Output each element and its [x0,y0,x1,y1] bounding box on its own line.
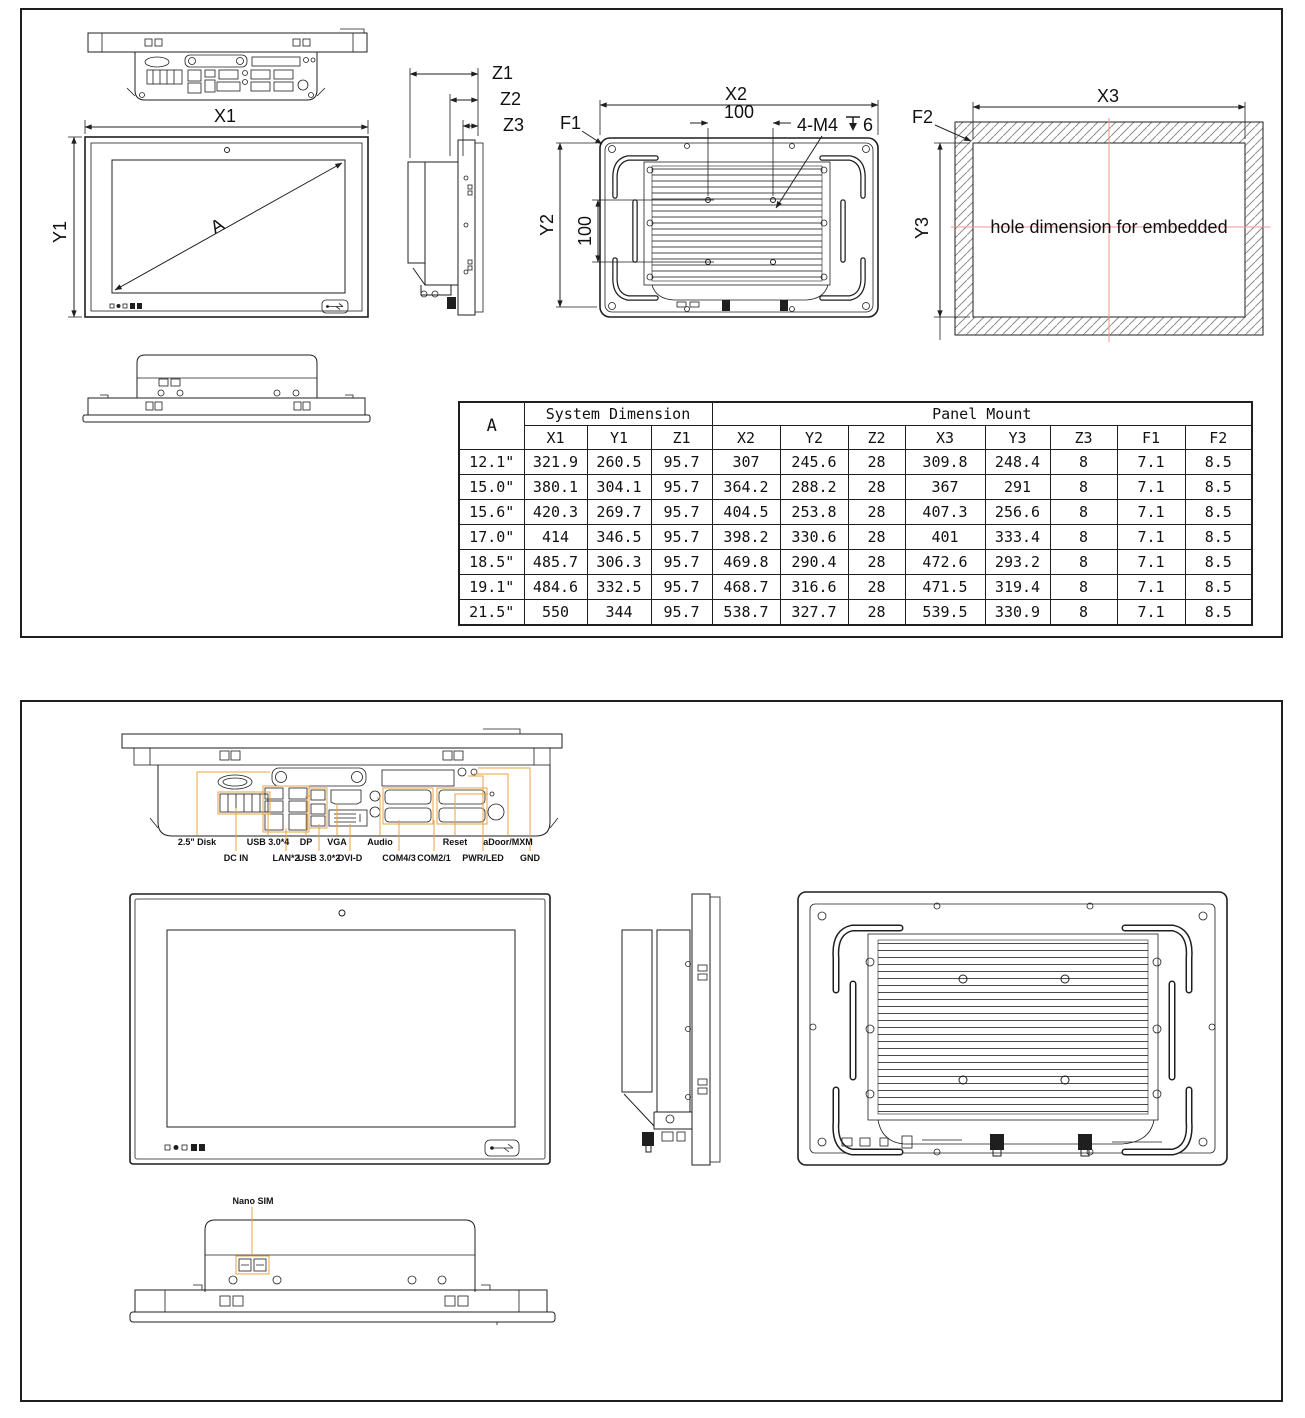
value-cell: 420.3 [524,500,587,525]
column-header: Z2 [848,426,905,450]
value-cell: 346.5 [587,525,651,550]
value-cell: 407.3 [905,500,985,525]
value-cell: 8 [1050,525,1117,550]
value-cell: 95.7 [651,575,712,600]
value-cell: 28 [848,475,905,500]
dim-label-100h: 100 [723,102,755,122]
value-cell: 330.6 [780,525,848,550]
value-cell: 28 [848,600,905,626]
value-cell: 332.5 [587,575,651,600]
column-header: X3 [905,426,985,450]
column-header: F2 [1185,426,1252,450]
camera-dot [339,910,345,916]
size-cell: 12.1" [459,450,524,475]
value-cell: 8 [1050,550,1117,575]
dim-label-y2: Y2 [537,213,557,237]
value-cell: 256.6 [985,500,1050,525]
dim-label-y3: Y3 [912,216,932,240]
size-cell: 17.0" [459,525,524,550]
value-cell: 306.3 [587,550,651,575]
table-group-header-row [459,402,1252,426]
value-cell: 8.5 [1185,500,1252,525]
dim-label-z3: Z3 [503,115,525,135]
value-cell: 321.9 [524,450,587,475]
dp-usb-block [311,790,325,826]
value-cell: 293.2 [985,550,1050,575]
value-cell: 288.2 [780,475,848,500]
size-cell: 15.6" [459,500,524,525]
nano-sim-slots [236,1207,269,1274]
value-cell: 7.1 [1117,600,1185,626]
value-cell: 28 [848,575,905,600]
value-cell: 95.7 [651,600,712,626]
value-cell: 253.8 [780,500,848,525]
table-row [459,475,1252,500]
value-cell: 538.7 [712,600,780,626]
screw-callout-label: 4-M4 [797,115,839,135]
front-indicator-icons [165,1144,205,1151]
size-cell: 15.0" [459,475,524,500]
x1-dimension [85,106,368,134]
table-row [459,575,1252,600]
value-cell: 8 [1050,500,1117,525]
value-cell: 316.6 [780,575,848,600]
detail-sheet [20,700,1283,1402]
dim-label-f2: F2 [912,107,934,127]
top-rear-io-view [88,29,367,100]
value-cell: 398.2 [712,525,780,550]
value-cell: 8.5 [1185,600,1252,626]
port-label-reset: Reset [442,837,468,847]
bottom-view [83,355,370,422]
dim-label-x1: X1 [214,106,237,126]
table-row [459,450,1252,475]
value-cell: 8.5 [1185,550,1252,575]
com-block-b [439,790,485,822]
rear-mount-view [537,84,878,317]
dim-label-100v: 100 [575,215,595,247]
value-cell: 539.5 [905,600,985,626]
value-cell: 28 [848,550,905,575]
value-cell: 260.5 [587,450,651,475]
value-cell: 269.7 [587,500,651,525]
value-cell: 367 [905,475,985,500]
value-cell: 472.6 [905,550,985,575]
rear-view-large [798,892,1227,1165]
vga-dvi-block [329,790,367,826]
port-label-com43: COM4/3 [382,853,416,863]
reset-pinhole [490,792,494,796]
value-cell: 327.7 [780,600,848,626]
corner-header: A [459,402,524,450]
dimension-sheet [20,8,1283,638]
value-cell: 290.4 [780,550,848,575]
value-cell: 8 [1050,600,1117,626]
value-cell: 7.1 [1117,550,1185,575]
nano-sim-label: Nano SIM [232,1196,274,1206]
value-cell: 8.5 [1185,575,1252,600]
power-knob [447,297,456,309]
column-header: X1 [524,426,587,450]
depth-symbol-icon [846,117,860,131]
value-cell: 248.4 [985,450,1050,475]
dim-label-x3: X3 [1097,86,1120,106]
value-cell: 28 [848,450,905,475]
side-view [408,63,524,315]
camera-dot [225,148,230,153]
column-header: Z3 [1050,426,1117,450]
antenna-hole [488,804,504,820]
dim-label-A: A [207,214,228,238]
z-dimensions [410,63,524,158]
usb-lan-block [265,788,307,830]
port-label-audio: Audio [367,837,393,847]
value-cell: 8.5 [1185,525,1252,550]
value-cell: 7.1 [1117,500,1185,525]
column-header: F1 [1117,426,1185,450]
detail-drawing [22,702,1281,1400]
column-header: Y2 [780,426,848,450]
group-header-panel: Panel Mount [712,402,1252,426]
power-knob [642,1132,654,1146]
value-cell: 471.5 [905,575,985,600]
port-label-lan: LAN*2 [272,853,300,863]
value-cell: 307 [712,450,780,475]
value-cell: 469.8 [712,550,780,575]
value-cell: 333.4 [985,525,1050,550]
screw-depth-label: 6 [863,115,874,135]
value-cell: 468.7 [712,575,780,600]
audio-jack [370,807,380,817]
value-cell: 7.1 [1117,575,1185,600]
dim-label-z2: Z2 [500,89,522,109]
port-label-pwrled: PWR/LED [462,853,504,863]
value-cell: 95.7 [651,450,712,475]
port-label-dp: DP [299,837,313,847]
value-cell: 380.1 [524,475,587,500]
io-rear-view [122,729,562,851]
table-row [459,600,1252,626]
value-cell: 95.7 [651,500,712,525]
column-header: X2 [712,426,780,450]
value-cell: 7.1 [1117,525,1185,550]
value-cell: 550 [524,600,587,626]
size-cell: 21.5" [459,600,524,626]
value-cell: 8.5 [1185,450,1252,475]
value-cell: 8 [1050,475,1117,500]
value-cell: 95.7 [651,475,712,500]
column-header: Y3 [985,426,1050,450]
port-label-adoor: aDoor/MXM [483,837,533,847]
port-label-vga: VGA [327,837,347,847]
f1-callout [560,113,602,144]
value-cell: 8 [1050,450,1117,475]
column-header: Y1 [587,426,651,450]
value-cell: 7.1 [1117,475,1185,500]
value-cell: 319.4 [985,575,1050,600]
usb-logo-badge [485,1140,519,1156]
table-body [459,450,1252,626]
value-cell: 291 [985,475,1050,500]
com-block-a [385,790,431,822]
port-label-gnd: GND [520,853,540,863]
port-label-disk: 2.5" Disk [177,837,217,847]
diagonal-dimension-A [115,163,342,290]
size-cell: 19.1" [459,575,524,600]
value-cell: 95.7 [651,550,712,575]
value-cell: 309.8 [905,450,985,475]
table-subheader-row [459,426,1252,450]
bottom-view-large [130,1207,555,1325]
io-label-plate [382,770,454,786]
value-cell: 344 [587,600,651,626]
heatsink [644,162,830,311]
value-cell: 485.7 [524,550,587,575]
port-label-dcin: DC IN [223,853,249,863]
value-cell: 404.5 [712,500,780,525]
front-indicator-icons [110,303,142,309]
screen [167,930,515,1127]
port-label-com21: COM2/1 [417,853,451,863]
front-view [50,106,368,317]
value-cell: 28 [848,500,905,525]
heatsink [866,934,1161,1144]
value-cell: 95.7 [651,525,712,550]
front-view-large [130,894,550,1164]
dim-label-f1: F1 [560,113,582,133]
value-cell: 401 [905,525,985,550]
table-row [459,500,1252,525]
size-cell: 18.5" [459,550,524,575]
value-cell: 8 [1050,575,1117,600]
value-cell: 414 [524,525,587,550]
audio-jack [370,791,380,801]
table-row [459,550,1252,575]
dim-label-x2: X2 [725,84,748,104]
value-cell: 245.6 [780,450,848,475]
value-cell: 28 [848,525,905,550]
y1-dimension [50,137,82,317]
value-cell: 330.9 [985,600,1050,626]
dimension-table [458,401,1253,626]
group-header-system: System Dimension [524,402,712,426]
column-header: Z1 [651,426,712,450]
dim-label-z1: Z1 [492,63,514,83]
value-cell: 7.1 [1117,450,1185,475]
value-cell: 304.1 [587,475,651,500]
dim-label-y1: Y1 [50,220,70,244]
value-cell: 364.2 [712,475,780,500]
value-cell: 8.5 [1185,475,1252,500]
port-label-usb2: USB 3.0*2 [297,853,341,863]
port-label-dvid: DVI-D [337,853,363,863]
dc-terminal [220,794,268,812]
hole-cutout-view [912,86,1270,342]
port-label-usb4: USB 3.0*4 [246,837,290,847]
table-row [459,525,1252,550]
value-cell: 484.6 [524,575,587,600]
hole-note: hole dimension for embedded [990,217,1228,237]
side-view-large [622,894,720,1165]
